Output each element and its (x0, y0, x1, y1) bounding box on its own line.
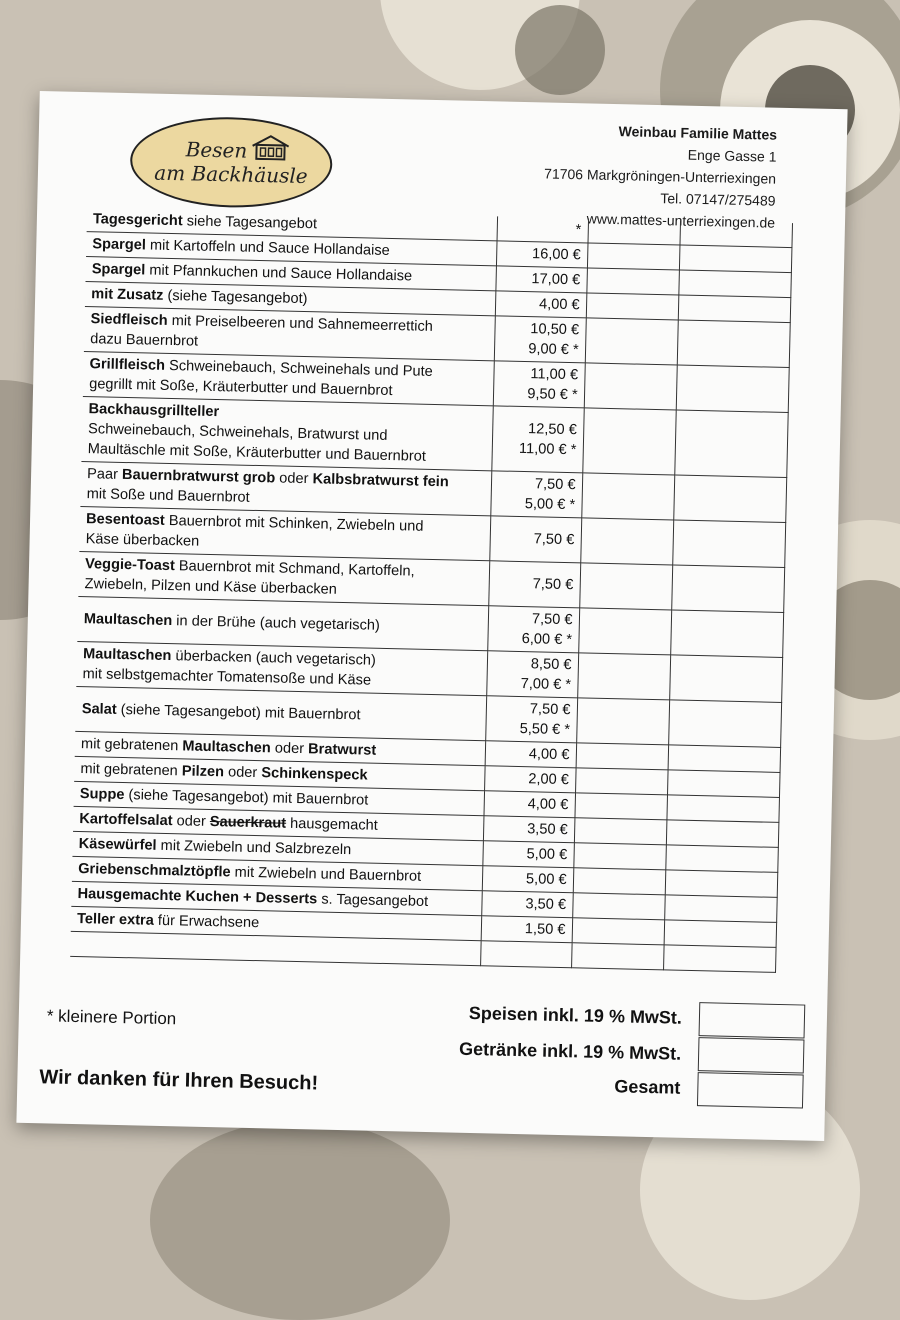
item-name: Veggie-Toast (84, 556, 175, 575)
item-name: Spargel (91, 261, 146, 279)
item-name: Teller extra (76, 911, 154, 929)
price-value: 7,50 € (532, 576, 574, 594)
price-value: 12,50 € (527, 421, 577, 439)
price-value: 4,00 € (538, 296, 580, 314)
item-detail: für Erwachsene (153, 912, 260, 932)
price-value: 7,50 € (534, 476, 576, 494)
amount-cell[interactable] (664, 920, 777, 948)
amount-cell[interactable] (666, 845, 779, 873)
item-description (81, 397, 493, 471)
item-price (492, 406, 584, 473)
item-price (491, 471, 583, 518)
amount-cell[interactable] (668, 745, 781, 773)
item-price (493, 361, 585, 408)
street: Enge Gasse 1 (687, 146, 777, 165)
item-line: dazu Bauernbrot (90, 331, 199, 350)
menu-table (70, 207, 793, 973)
price-value: 4,00 € (528, 746, 570, 764)
item-connector: oder (270, 740, 309, 758)
item-name: Bauernbratwurst grob (121, 466, 276, 487)
item-name-struck: Sauerkraut (209, 814, 287, 832)
item-line: Käse überbacken (85, 531, 200, 550)
item-name: Griebenschmalztöpfle (77, 861, 231, 881)
item-name: Maultaschen (83, 611, 173, 630)
food-tax-box[interactable] (699, 1002, 806, 1038)
amount-cell[interactable] (670, 655, 783, 703)
item-detail: Schweinebauch, Schweinehals und Pute (164, 357, 433, 380)
item-name: Bratwurst (307, 741, 377, 759)
amount-cell[interactable] (674, 475, 787, 523)
item-line: Maultäschle mit Soße, Kräuterbutter und Bauernbrot (87, 441, 427, 465)
price-value: 17,00 € (531, 271, 581, 289)
drinks-tax-label: Getränke inkl. 19 % MwSt. (458, 1038, 682, 1064)
quantity-cell[interactable] (579, 563, 672, 610)
item-prefix: Paar (86, 466, 123, 483)
item-price (495, 291, 586, 318)
quantity-cell[interactable] (573, 868, 666, 895)
item-detail: siehe Tagesangebot (182, 213, 318, 233)
background-tile (150, 1120, 450, 1320)
website: www.mattes-unterriexingen.de (586, 210, 776, 231)
price-value: 5,00 € (525, 871, 567, 889)
amount-cell[interactable] (673, 520, 786, 568)
item-line (82, 699, 480, 728)
amount-cell[interactable] (665, 870, 778, 898)
item-name: Maultaschen (82, 646, 172, 665)
price-value: 2,00 € (528, 771, 570, 789)
quantity-cell[interactable] (577, 653, 670, 700)
quantity-cell[interactable] (576, 743, 669, 770)
item-price (488, 561, 580, 608)
item-price (483, 816, 574, 843)
item-price (481, 891, 572, 918)
item-detail: überbacken (auch vegetarisch) (171, 648, 376, 669)
item-prefix: mit gebratenen (80, 761, 183, 780)
item-name: Hausgemachte Kuchen + Desserts (77, 886, 318, 908)
item-connector: oder (223, 764, 262, 782)
quantity-cell[interactable] (575, 793, 668, 820)
item-line: mit Soße und Bauernbrot (86, 486, 250, 506)
item-line: Zwiebeln, Pilzen und Käse überbacken (84, 576, 338, 598)
price-value: 7,50 € (531, 611, 573, 629)
item-name: Maultaschen (182, 738, 271, 757)
price-value: 7,50 € (533, 531, 575, 549)
amount-cell[interactable] (667, 770, 780, 798)
item-detail: (siehe Tagesangebot) (163, 287, 308, 308)
item-name: Kartoffelsalat (79, 811, 173, 830)
item-price (484, 766, 575, 793)
quantity-cell[interactable] (586, 293, 679, 320)
quantity-cell[interactable] (573, 843, 666, 870)
price-value: 5,00 € * (524, 496, 576, 514)
quantity-cell[interactable] (587, 243, 680, 270)
quantity-cell[interactable] (580, 518, 673, 565)
food-tax-label: Speisen inkl. 19 % MwSt. (468, 1002, 683, 1028)
price-value: 4,00 € (527, 796, 569, 814)
item-name: Pilzen (181, 763, 225, 781)
quantity-cell[interactable] (584, 363, 677, 410)
item-name: Kalbsbratwurst fein (312, 471, 449, 491)
item-price (496, 241, 587, 268)
item-name: Salat (81, 701, 117, 718)
item-detail: in der Brühe (auch vegetarisch) (172, 613, 381, 634)
item-price (497, 216, 588, 243)
price-value: 5,50 € * (519, 721, 571, 739)
item-name: Käsewürfel (78, 836, 157, 854)
price-value: 11,00 € (530, 366, 579, 384)
amount-cell[interactable] (679, 245, 792, 273)
amount-cell[interactable] (665, 895, 778, 923)
item-price (486, 651, 578, 698)
item-price (496, 266, 587, 293)
item-detail: mit Pfannkuchen und Sauce Hollandaise (145, 262, 413, 285)
price-value: 10,50 € (530, 321, 580, 339)
amount-cell[interactable] (679, 270, 792, 298)
quantity-cell[interactable] (588, 218, 681, 245)
item-price (485, 696, 577, 743)
item-price (487, 606, 579, 653)
price-value: 7,50 € (529, 701, 571, 719)
address-block (543, 118, 777, 233)
house-icon (250, 134, 291, 161)
total-label: Gesamt (614, 1076, 681, 1098)
item-detail: s. Tagesangebot (317, 891, 429, 910)
item-price (482, 866, 573, 893)
price-value: 9,50 € * (527, 386, 578, 404)
quantity-cell[interactable] (576, 698, 669, 745)
item-name: Besentoast (85, 511, 165, 529)
item-prefix: mit gebratenen (80, 736, 183, 755)
item-name: Backhausgrillteller (88, 401, 220, 421)
logo-text: am Backhäusle (154, 160, 308, 189)
thank-you-message: Wir danken für Ihren Besuch! (39, 1066, 319, 1095)
item-line: gegrillt mit Soße, Kräuterbutter und Bauernbrot (88, 376, 393, 400)
footnote: * kleinere Portion (46, 1006, 177, 1029)
item-detail: Bauernbrot mit Schmand, Kartoffeln, (174, 558, 415, 580)
quantity-cell[interactable] (572, 918, 665, 945)
background-tile (515, 5, 605, 95)
item-detail: hausgemacht (285, 815, 378, 834)
empty-cell (480, 941, 571, 968)
item-line: mit selbstgemachter Tomatensoße und Käse (82, 666, 372, 689)
item-name: Schinkenspeck (261, 765, 368, 784)
item-name: mit Zusatz (91, 286, 164, 304)
quantity-cell[interactable] (578, 608, 671, 655)
quantity-cell[interactable] (585, 318, 678, 365)
business-name: Weinbau Familie Mattes (618, 123, 778, 143)
amount-cell[interactable] (668, 700, 781, 748)
quantity-cell[interactable] (582, 408, 676, 475)
logo-text: Besen (185, 137, 248, 163)
amount-cell[interactable] (667, 795, 780, 823)
item-price (483, 841, 574, 868)
amount-cell[interactable] (676, 365, 789, 413)
price-value: 16,00 € (531, 246, 581, 264)
item-detail: mit Kartoffeln und Sauce Hollandaise (145, 237, 390, 259)
quantity-cell[interactable] (575, 768, 668, 795)
price-value: 7,00 € * (520, 676, 572, 694)
logo (129, 115, 333, 210)
item-name: Spargel (92, 236, 147, 254)
item-detail: Bauernbrot mit Schinken, Zwiebeln und (164, 512, 424, 535)
item-detail: mit Zwiebeln und Bauernbrot (230, 864, 422, 885)
item-name: Grillfleisch (89, 356, 166, 374)
item-line (84, 609, 482, 638)
item-price (485, 741, 576, 768)
amount-cell[interactable] (680, 221, 793, 248)
quantity-cell[interactable] (572, 893, 665, 920)
total-box[interactable] (697, 1072, 804, 1108)
amount-cell[interactable] (672, 565, 785, 613)
item-name: Siedfleisch (90, 311, 168, 329)
empty-cell (663, 945, 776, 973)
item-name: Suppe (79, 786, 125, 804)
quantity-cell[interactable] (586, 268, 679, 295)
item-name: Tagesgericht (92, 211, 183, 230)
city: 71706 Markgröningen-Unterriexingen (543, 165, 777, 187)
item-connector: oder (172, 813, 211, 831)
quantity-cell[interactable] (581, 473, 674, 520)
item-detail: (siehe Tagesangebot) mit Bauernbrot (124, 787, 369, 809)
item-price (490, 516, 582, 563)
item-price (481, 916, 572, 943)
amount-cell[interactable] (666, 820, 779, 848)
price-value: 3,50 € (526, 821, 568, 839)
item-connector: oder (275, 470, 313, 488)
item-line: Schweinebauch, Schweinehals, Bratwurst und (87, 421, 388, 444)
price-value: 6,00 € * (521, 631, 573, 649)
item-detail: mit Preiselbeeren und Sahnemeerrettich (167, 312, 434, 335)
amount-cell[interactable] (675, 410, 789, 478)
phone: Tel. 07147/275489 (660, 190, 776, 209)
item-price (494, 316, 586, 363)
price-value: 9,00 € * (528, 341, 579, 359)
amount-cell[interactable] (677, 320, 790, 368)
menu-sheet (16, 91, 847, 1141)
empty-cell (571, 943, 664, 970)
item-detail: (siehe Tagesangebot) mit Bauernbrot (116, 701, 361, 724)
price-value: * (575, 222, 582, 239)
price-value: 5,00 € (526, 846, 568, 864)
item-price (484, 791, 575, 818)
item-detail: mit Zwiebeln und Salzbrezeln (156, 837, 352, 859)
price-value: 3,50 € (525, 896, 567, 914)
price-value: 8,50 € (530, 656, 572, 674)
drinks-tax-box[interactable] (698, 1037, 805, 1073)
quantity-cell[interactable] (574, 818, 667, 845)
amount-cell[interactable] (671, 610, 784, 658)
price-value: 1,50 € (524, 921, 566, 939)
price-value: 11,00 € * (518, 440, 577, 459)
amount-cell[interactable] (678, 295, 791, 323)
